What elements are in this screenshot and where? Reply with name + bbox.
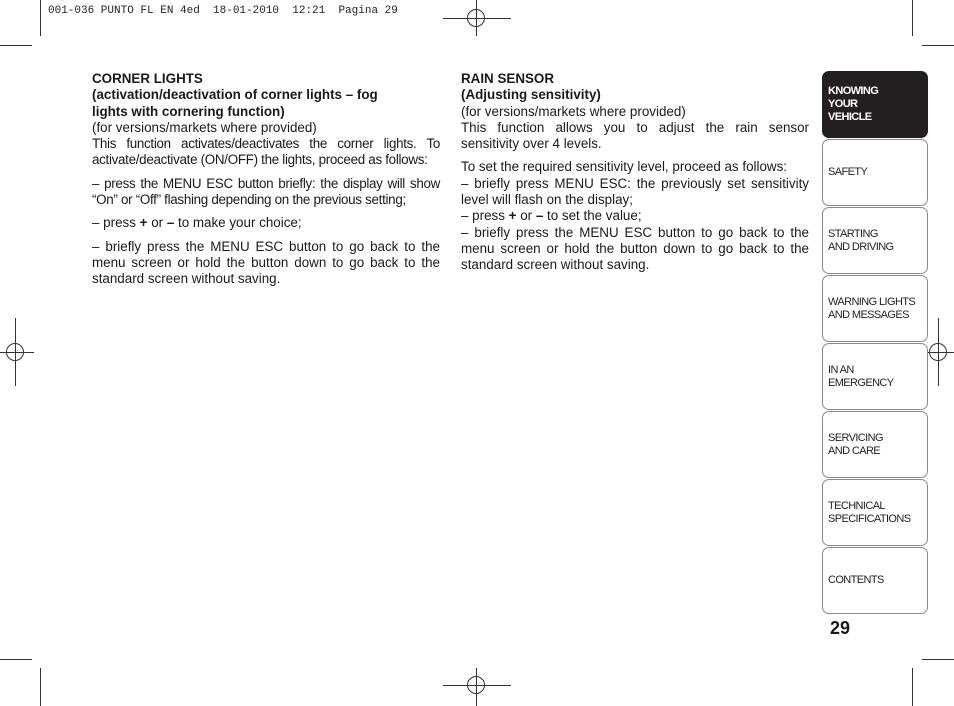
registration-line (938, 318, 939, 386)
paragraph: This function allows you to adjust the rain sensor sensitivity over 4 levels. (461, 119, 809, 152)
step-item: – press + or – to make your choice; (92, 215, 302, 231)
tab-technical-specifications[interactable]: TECHNICAL SPECIFICATIONS (822, 479, 928, 546)
crop-mark (912, 668, 913, 706)
step-item: – briefly press the MENU ESC button to go back to the menu screen or hold the button down to go back to the standard screen without saving. (461, 224, 809, 273)
crop-mark (912, 0, 913, 36)
registration-line (443, 18, 511, 19)
step-item: – briefly press the MENU ESC button to go back to the menu screen or hold the button down to go back to the standard screen without saving. (92, 238, 440, 287)
crop-mark (922, 659, 954, 660)
registration-line (476, 0, 477, 36)
tab-servicing-and-care[interactable]: SERVICING AND CARE (822, 411, 928, 478)
corner-lights-section (92, 71, 440, 288)
crop-mark (0, 45, 32, 46)
tab-safety[interactable]: SAFETY (822, 139, 928, 206)
print-slug: 001-036 PUNTO FL EN 4ed 18-01-2010 12:21 Pagina 29 (48, 5, 398, 17)
registration-line (0, 352, 34, 353)
crop-mark (40, 0, 41, 36)
step-item: – briefly press MENU ESC: the previously set sensitivity level will flash on the display; (461, 175, 809, 208)
tab-contents[interactable]: CONTENTS (822, 547, 928, 614)
page-number: 29 (830, 618, 851, 638)
section-note: (for versions/markets where provided) (461, 103, 686, 119)
section-subtitle: (activation/deactivation of corner lights – fog (92, 87, 378, 103)
section-title: CORNER LIGHTS (92, 71, 203, 86)
section-subtitle: lights with cornering function) (92, 103, 285, 119)
registration-line (476, 668, 477, 706)
crop-mark (40, 668, 41, 706)
crop-mark (922, 45, 954, 46)
tab-knowing-your-vehicle[interactable]: KNOWING YOUR VEHICLE (822, 71, 928, 138)
rain-sensor-section (461, 71, 809, 274)
chapter-tabs (822, 71, 928, 615)
section-note: (for versions/markets where provided) (92, 119, 317, 135)
registration-line (15, 318, 16, 386)
crop-mark (0, 659, 32, 660)
tab-starting-and-driving[interactable]: STARTING AND DRIVING (822, 207, 928, 274)
tab-in-an-emergency[interactable]: IN AN EMERGENCY (822, 343, 928, 410)
section-subtitle: (Adjusting sensitivity) (461, 87, 601, 103)
registration-line (443, 685, 511, 686)
tab-warning-lights[interactable]: WARNING LIGHTS AND MESSAGES (822, 275, 928, 342)
section-title: RAIN SENSOR (461, 71, 555, 86)
paragraph: This function activates/deactivates the corner lights. To activate/deactivate (ON/OFF) the lights, proceed as follows: (92, 136, 440, 168)
paragraph: To set the required sensitivity level, proceed as follows: (461, 159, 787, 175)
step-item: – press + or – to set the value; (461, 208, 642, 224)
step-item: – press the MENU ESC button briefly: the display will show “On” or “Off” flashing depending on the previous setting; (92, 175, 440, 208)
